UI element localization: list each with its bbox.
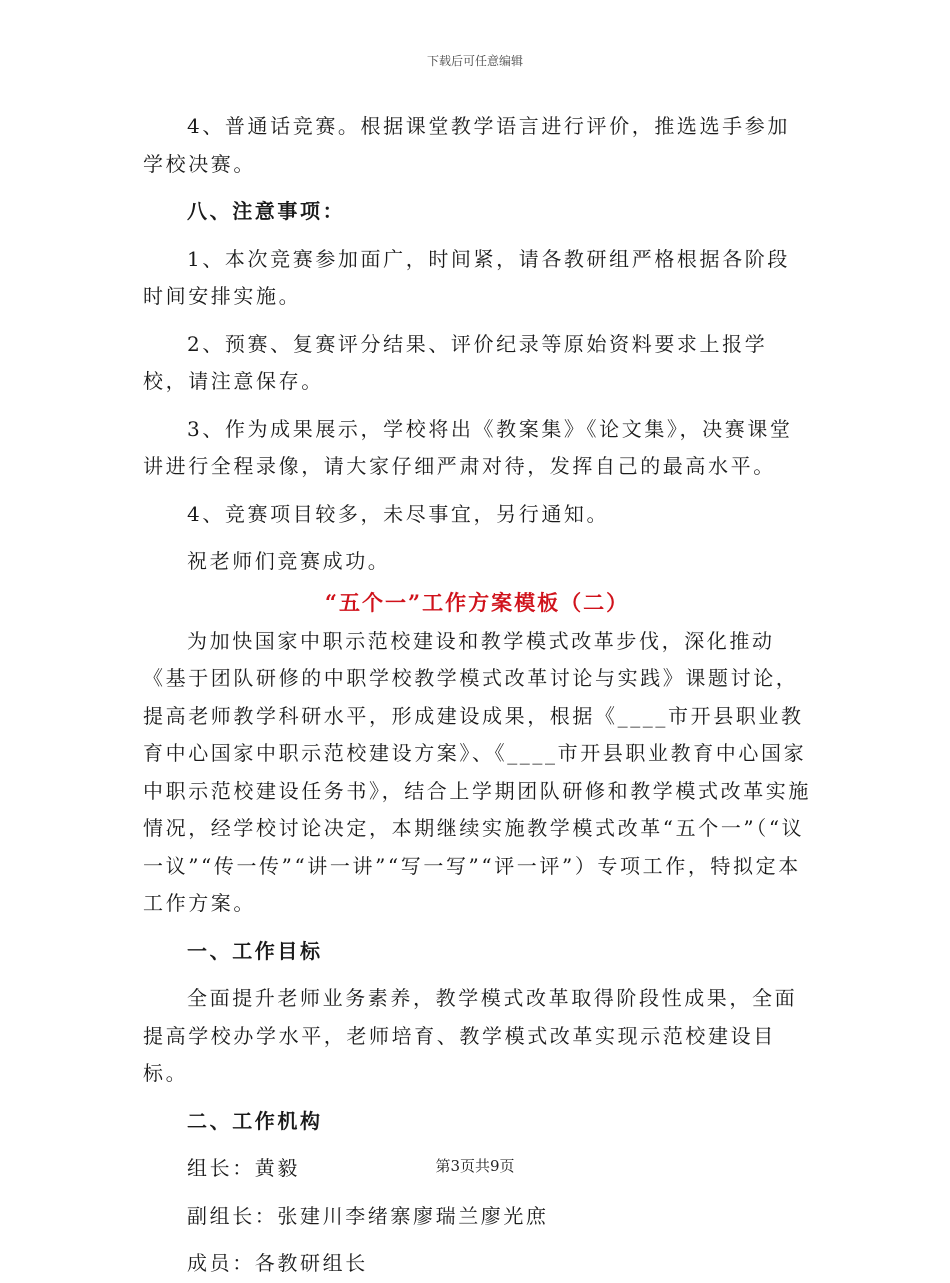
section-heading-organization: 二、工作机构: [187, 1108, 323, 1133]
paragraph-closing-wish: 祝老师们竞赛成功。: [187, 549, 391, 573]
paragraph-introduction: 为加快国家中职示范校建设和教学模式改革步伐，深化推动《基于团队研修的中职学校教学模式改革讨论与实践》课题讨论，提高老师教学科研水平，形成建设成果，根据《____市开县职业教育中心国家中职示范校建设方案》、《____市开县职业教育中心国家中职示范校建设任务书》，结合上学期团队研修和教学模式改革实施情况，经学校讨论决定，本期继续实施教学模式改革“五个一”（“议一议”“传一传”“讲一讲”“写一写”“评一评”）专项工作，特拟定本工作方案。: [143, 628, 811, 915]
paragraph-note-2: 2、预赛、复赛评分结果、评价纪录等原始资料要求上报学校，请注意保存。: [143, 331, 768, 393]
section-heading-goals: 一、工作目标: [187, 938, 323, 963]
paragraph-note-1: 1、本次竞赛参加面广，时间紧，请各教研组严格根据各阶段时间安排实施。: [143, 246, 790, 308]
paragraph-members: 成员：各教研组长: [187, 1251, 368, 1275]
paragraph-note-3: 3、作为成果展示，学校将出《教案集》《论文集》，决赛课堂讲进行全程录像，请大家仔细严肃对待，发挥自己的最高水平。: [143, 416, 793, 478]
section-heading-notes: 八、注意事项：: [187, 199, 346, 223]
document-title: “五个一”工作方案模板（二）: [324, 589, 630, 615]
page-header-note: 下载后可任意编辑: [426, 54, 523, 68]
paragraph-note-4: 4、竞赛项目较多，未尽事宜，另行通知。: [187, 501, 610, 526]
document-body: [143, 108, 811, 1283]
page-number-footer: 第3页共9页: [435, 1157, 515, 1175]
paragraph-group-leader: 组长：黄毅: [187, 1156, 300, 1180]
paragraph-deputy-leaders: 副组长：张建川李绪寨廖瑞兰廖光庶: [187, 1203, 549, 1228]
paragraph-putonghua-contest: 4、普通话竞赛。根据课堂教学语言进行评价，推选选手参加学校决赛。: [143, 114, 790, 176]
paragraph-goals: 全面提升老师业务素养，教学模式改革取得阶段性成果，全面提高学校办学水平，老师培育、教学模式改革实现示范校建设目标。: [143, 986, 798, 1085]
